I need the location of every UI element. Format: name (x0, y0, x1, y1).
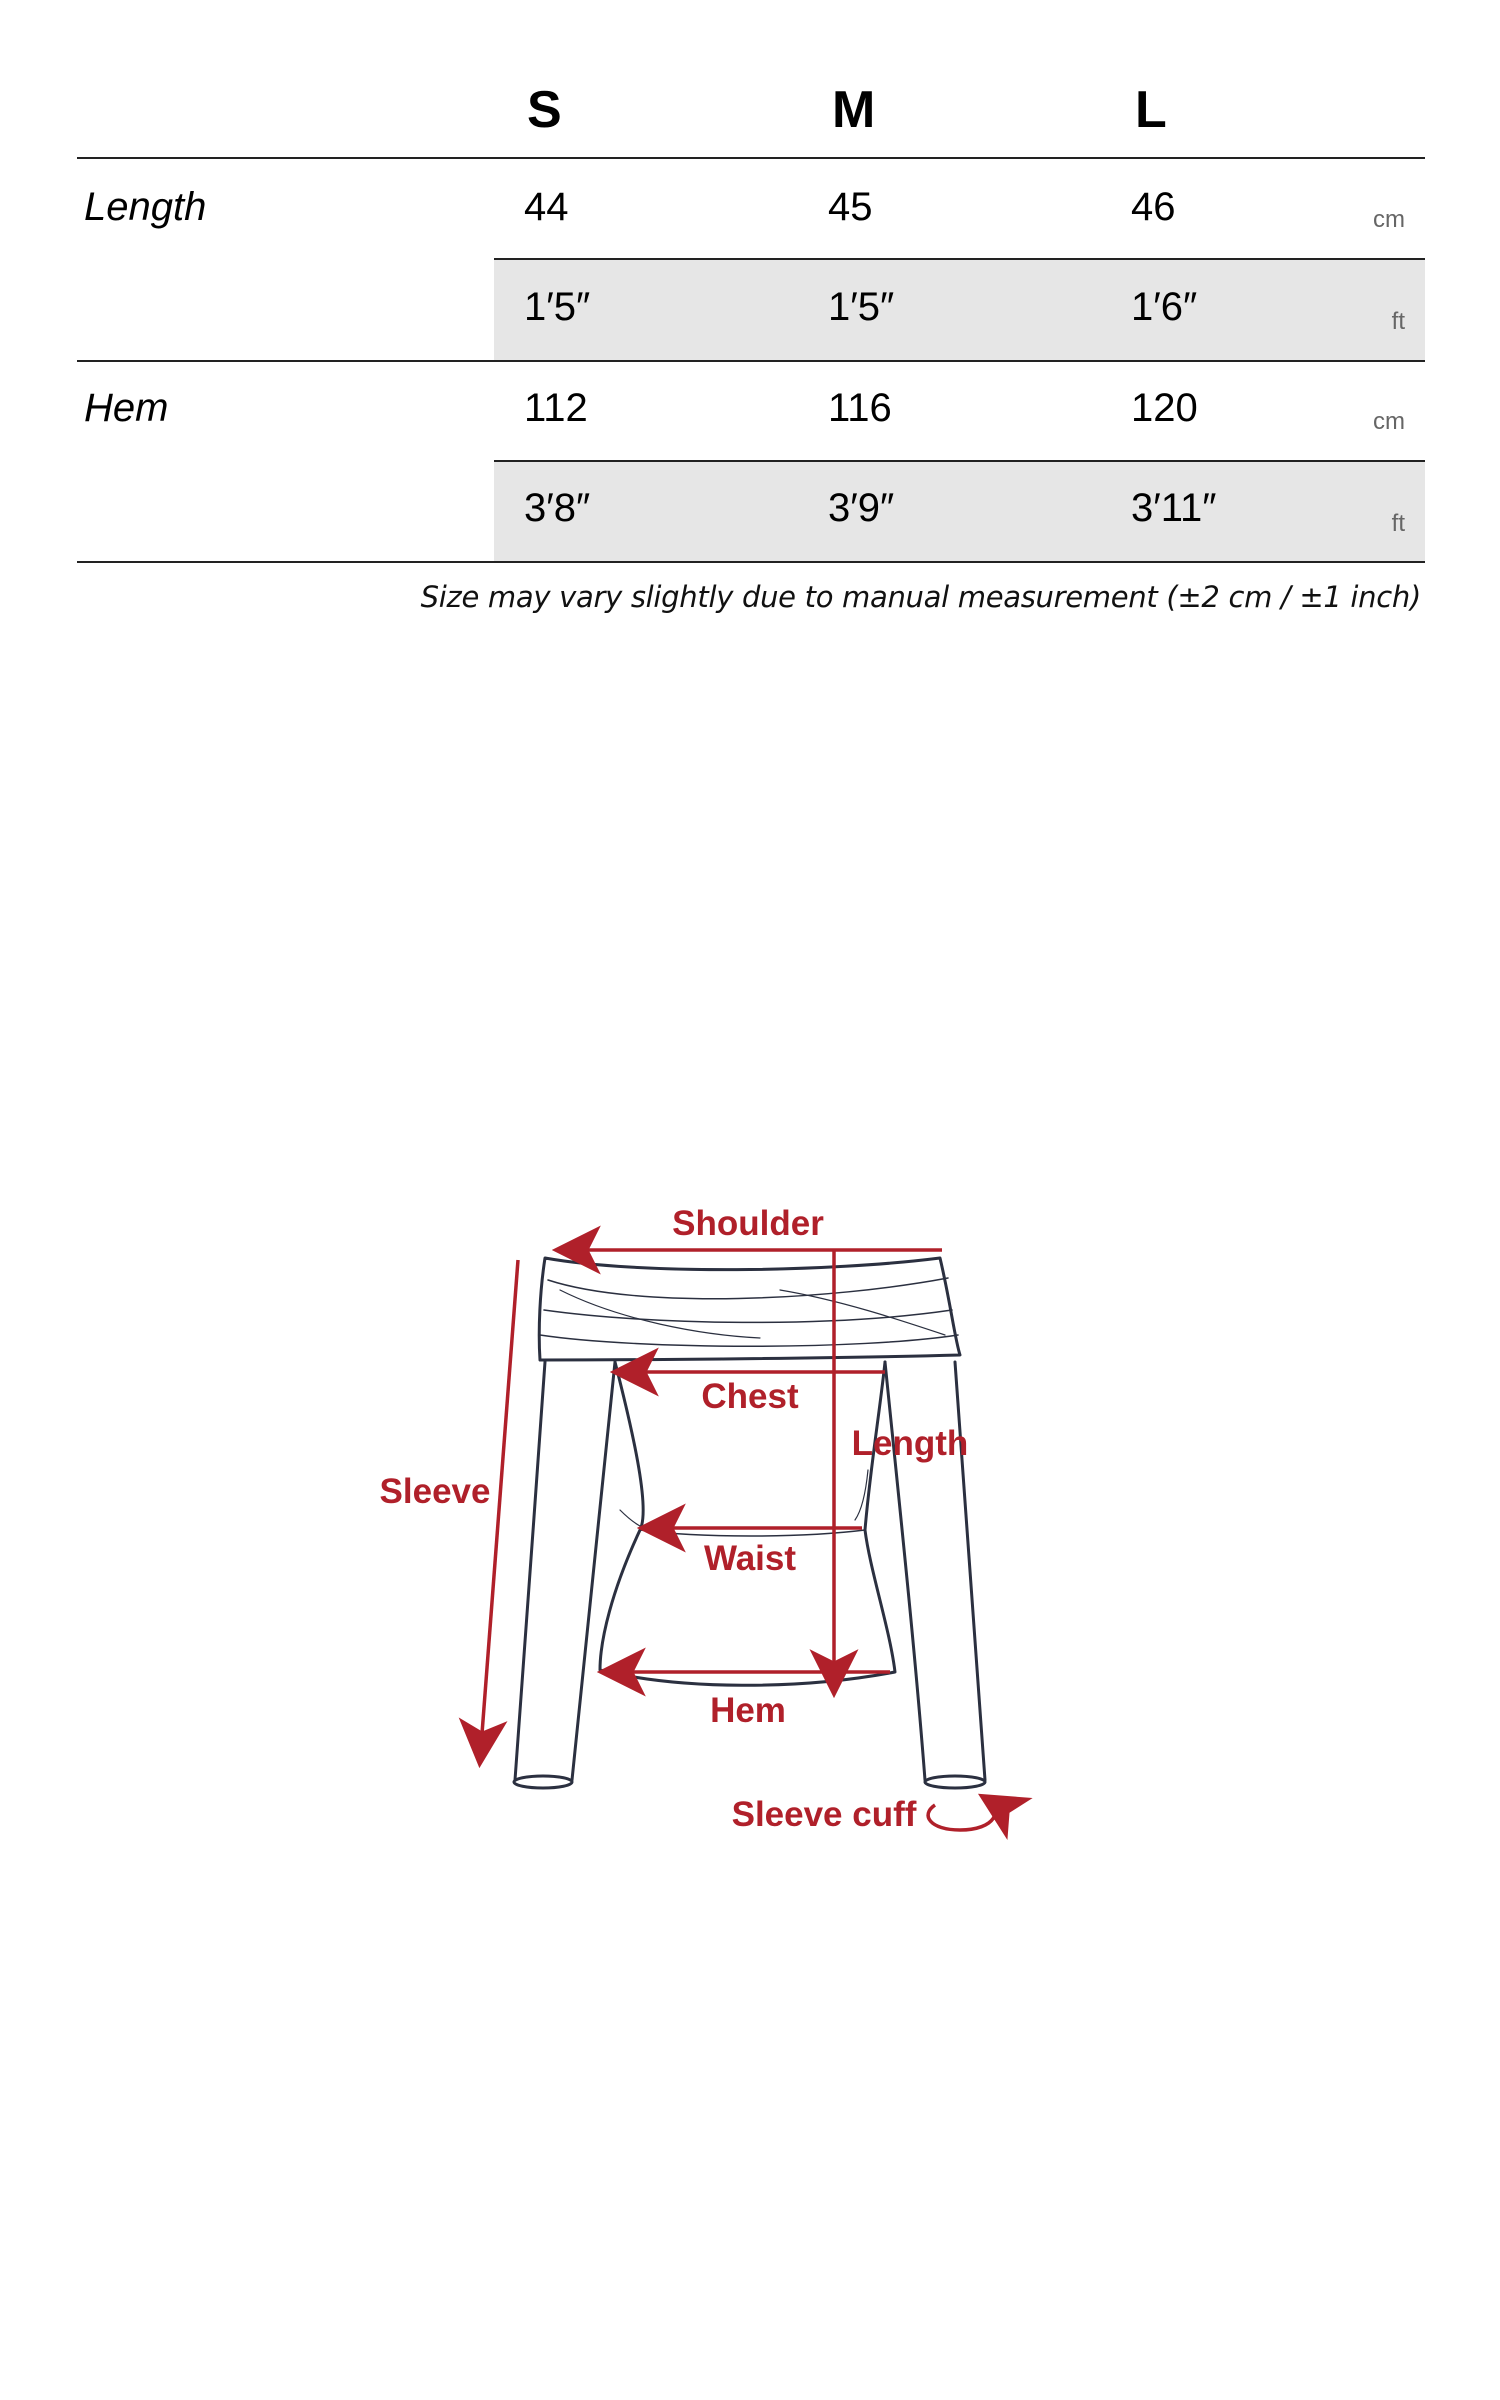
label-chest: Chest (701, 1377, 799, 1416)
hem-cm-m: 116 (828, 386, 892, 430)
hem-ft-m: 3′9″ (828, 486, 895, 530)
label-shoulder: Shoulder (672, 1204, 824, 1243)
length-cm-unit: cm (1373, 206, 1405, 233)
length-ft-l: 1′6″ (1131, 285, 1198, 329)
label-waist: Waist (703, 1539, 797, 1578)
hem-ft-unit: ft (1391, 510, 1405, 537)
row-label-length: Length (84, 185, 207, 229)
hem-cm-unit: cm (1373, 408, 1405, 435)
label-sleeve: Sleeve (379, 1472, 491, 1511)
sleeve-cuff-arrow (928, 1798, 995, 1830)
label-hem: Hem (710, 1691, 786, 1730)
length-cm-s: 44 (524, 185, 569, 229)
hem-ft-s: 3′8″ (524, 486, 591, 530)
size-header-m: M (832, 81, 876, 139)
hem-ft-l: 3′11″ (1131, 486, 1217, 530)
hem-cm-s: 112 (524, 386, 588, 430)
length-ft-unit: ft (1391, 308, 1405, 335)
length-ft-s: 1′5″ (524, 285, 591, 329)
garment-measurement-diagram (0, 1150, 1500, 1850)
measurement-note: Size may vary slightly due to manual measurement (±2 cm / ±1 inch) (420, 580, 1421, 614)
row-label-hem: Hem (84, 386, 169, 430)
length-ft-band (494, 260, 1425, 360)
size-header-s: S (527, 81, 562, 139)
label-sleeve-cuff: Sleeve cuff (731, 1795, 917, 1834)
hem-cm-l: 120 (1131, 386, 1198, 430)
off-shoulder-top-illustration (0, 1150, 1500, 1850)
size-header-l: L (1135, 81, 1167, 139)
header-divider (77, 157, 1425, 159)
length-row-divider (77, 360, 1425, 362)
length-cm-l: 46 (1131, 185, 1176, 229)
length-cm-m: 45 (828, 185, 873, 229)
length-ft-m: 1′5″ (828, 285, 895, 329)
table-bottom-rule (77, 561, 1425, 563)
label-length: Length (851, 1424, 969, 1463)
hem-ft-band (494, 462, 1425, 562)
